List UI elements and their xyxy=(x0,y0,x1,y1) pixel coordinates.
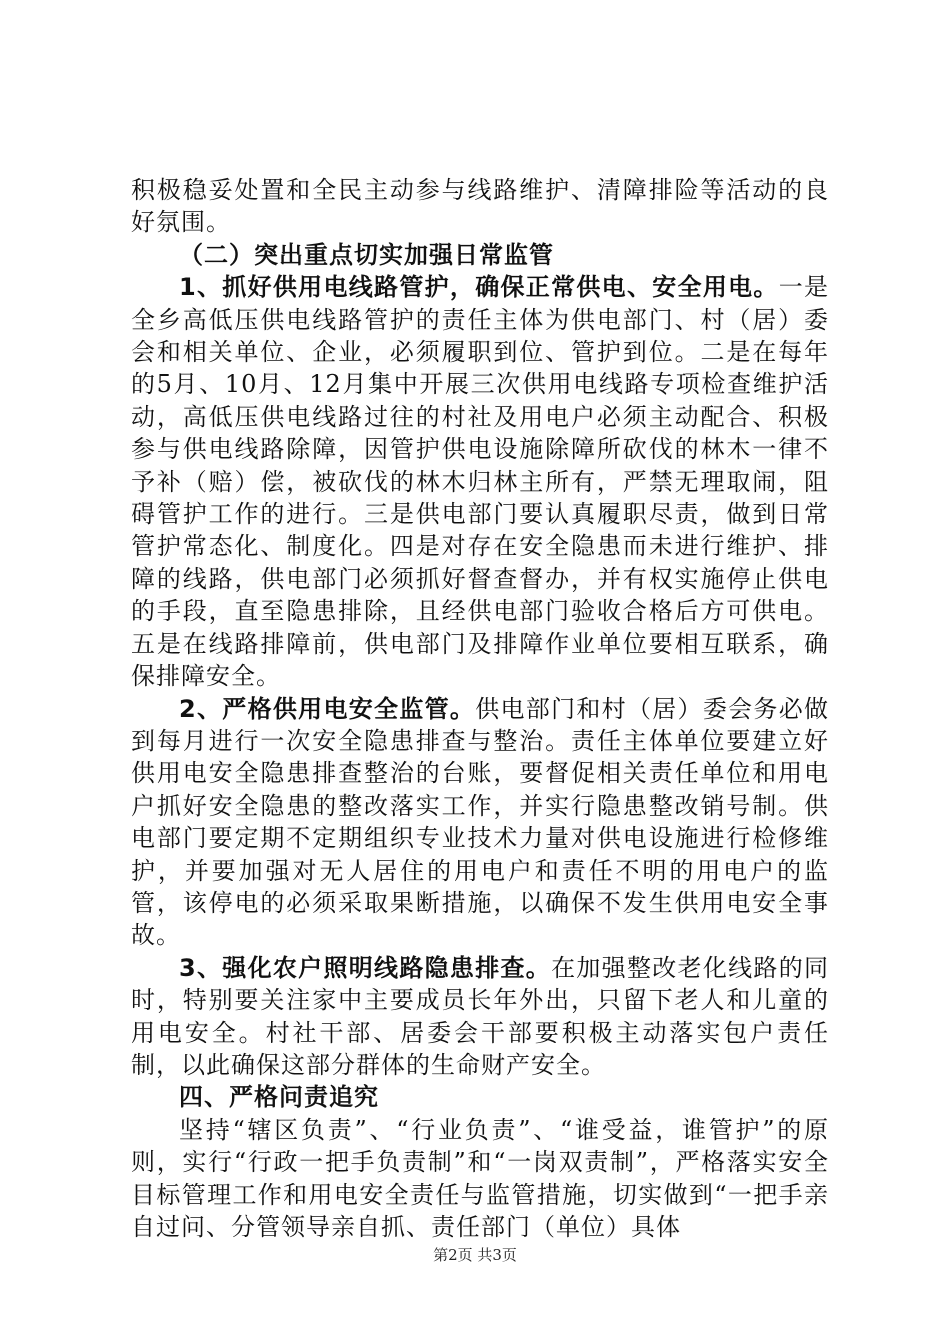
section-heading-6 xyxy=(131,1081,829,1113)
section-heading-2 xyxy=(131,239,829,271)
section-heading-2-text: （二）突出重点切实加强日常监管 xyxy=(179,240,554,269)
paragraph-1-text: 积极稳妥处置和全民主动参与线路维护、清障排险等活动的良好氛围。 xyxy=(131,176,829,237)
paragraph-1 xyxy=(131,174,829,239)
document-body xyxy=(131,174,829,1243)
paragraph-4-lead: 2、严格供用电安全监管。 xyxy=(179,694,476,723)
page-number-label: 第2页 共3页 xyxy=(433,1246,517,1264)
section-heading-6-text: 四、严格问责追究 xyxy=(179,1083,379,1112)
paragraph-7-text: 坚持“辖区负责”、“行业负责”、“谁受益，谁管护”的原则，实行“行政一把手负责制”和“一岗双责制”，严格落实安全目标管理工作和用电安全责任与监管措施，切实做到“一把手亲自过问、分管领导亲自抓、责任部门（单位）具体 xyxy=(131,1115,829,1241)
paragraph-3-text: 一是全乡高低压供电线路管护的责任主体为供电部门、村（居）委会和相关单位、企业，必须履职到位、管护到位。二是在每年的5月、10月、12月集中开展三次供用电线路专项检查维护活动，高低压供电线路过往的村社及用电户必须主动配合、积极参与供电线路除障，因管护供电设施除障所砍伐的林木一律不予补（赔）偿，被砍伐的林木归林主所有，严禁无理取闹，阻碍管护工作的进行。三是供电部门要认真履职尽责，做到日常管护常态化、制度化。四是对存在安全隐患而未进行维护、排障的线路，供电部门必须抓好督查督办，并有权实施停止供电的手段，直至隐患排除，且经供电部门验收合格后方可供电。五是在线路排障前，供电部门及排障作业单位要相互联系，确保排障安全。 xyxy=(131,273,829,691)
paragraph-5-text: 在加强整改老化线路的同时，特别要关注家中主要成员长年外出，只留下老人和儿童的用电安全。村社干部、居委会干部要积极主动落实包户责任制，以此确保这部分群体的生命财产安全。 xyxy=(131,953,829,1079)
paragraph-7 xyxy=(131,1114,829,1244)
paragraph-4 xyxy=(131,693,829,952)
paragraph-5 xyxy=(131,952,829,1082)
paragraph-4-text: 供电部门和村（居）委会务必做到每月进行一次安全隐患排查与整治。责任主体单位要建立好供用电安全隐患排查整治的台账，要督促相关责任单位和用电户抓好安全隐患的整改落实工作，并实行隐患整改销号制。供电部门要定期不定期组织专业技术力量对供电设施进行检修维护，并要加强对无人居住的用电户和责任不明的用电户的监管，该停电的必须采取果断措施，以确保不发生供用电安全事故。 xyxy=(131,694,829,950)
paragraph-3 xyxy=(131,271,829,692)
paragraph-5-lead: 3、强化农户照明线路隐患排查。 xyxy=(179,953,552,982)
page-footer xyxy=(0,1244,950,1265)
paragraph-3-lead: 1、抓好供用电线路管护，确保正常供电、安全用电。 xyxy=(179,273,779,302)
